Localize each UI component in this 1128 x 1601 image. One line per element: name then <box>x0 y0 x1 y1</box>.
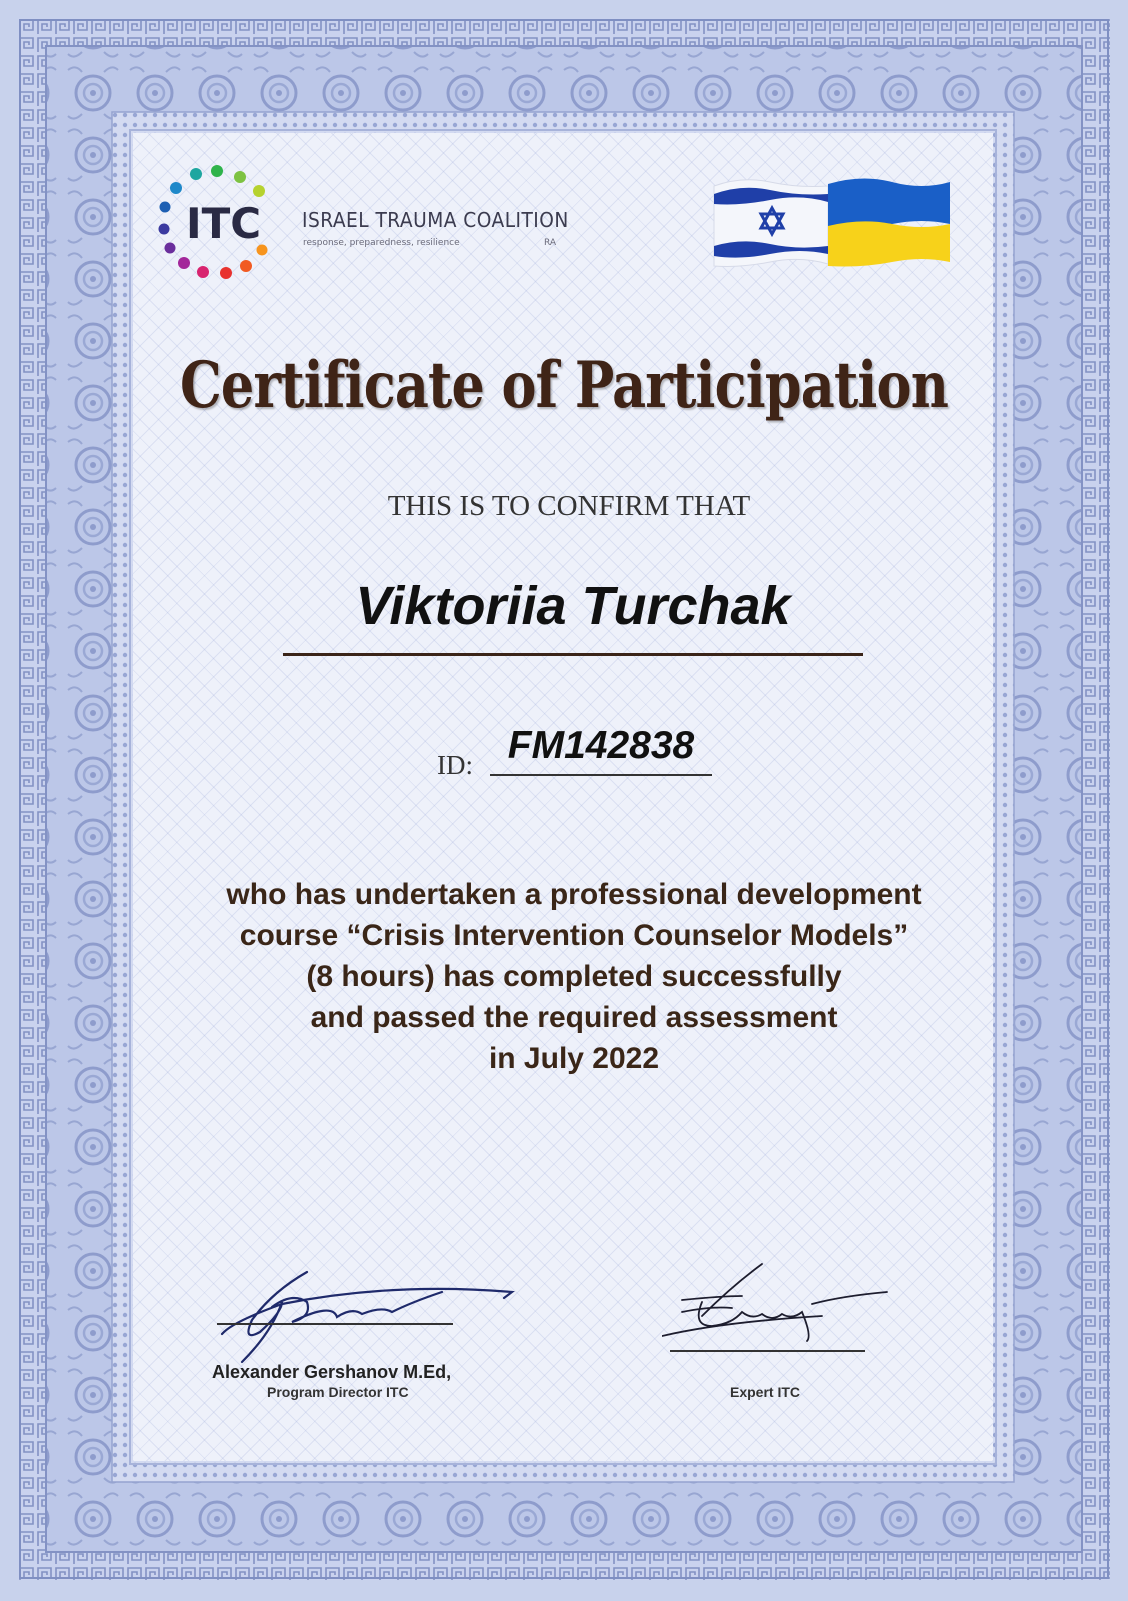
statement-line: and passed the required assessment <box>310 1001 838 1034</box>
statement-line: who has undertaken a professional development <box>226 878 922 911</box>
id-label: ID: <box>437 750 473 780</box>
statement-line: (8 hours) has completed successfully <box>306 960 842 993</box>
israel-flag-icon <box>714 180 828 267</box>
signature-director <box>212 1262 532 1372</box>
organization-mark: RA <box>544 238 557 248</box>
recipient-name: Viktoriia Turchak <box>355 576 791 636</box>
ukraine-flag-icon <box>828 178 950 266</box>
logo-text: ITC <box>186 199 262 248</box>
signatory-name: Alexander Gershanov M.Ed, <box>212 1362 452 1382</box>
id-value: FM142838 <box>507 724 695 767</box>
organization-tagline: response, preparedness, resilience <box>303 238 460 248</box>
certificate-statement <box>120 874 1028 1079</box>
id-underline <box>490 774 712 776</box>
itc-logo <box>158 162 276 282</box>
signature-line-expert <box>670 1350 865 1352</box>
confirm-text: THIS IS TO CONFIRM THAT <box>387 490 751 522</box>
signatory-role-expert: Expert ITC <box>730 1384 801 1400</box>
signatory-role-director: Program Director ITC <box>267 1384 409 1400</box>
certificate-title: Certificate of Participation <box>179 348 949 423</box>
name-underline <box>283 653 863 656</box>
flags <box>712 176 952 276</box>
statement-line: in July 2022 <box>488 1042 660 1075</box>
statement-line: course “Crisis Intervention Counselor Models” <box>239 919 909 952</box>
signature-expert <box>662 1256 892 1346</box>
organization-name: ISRAEL TRAUMA COALITION <box>302 208 569 232</box>
signature-line-director <box>217 1323 453 1325</box>
